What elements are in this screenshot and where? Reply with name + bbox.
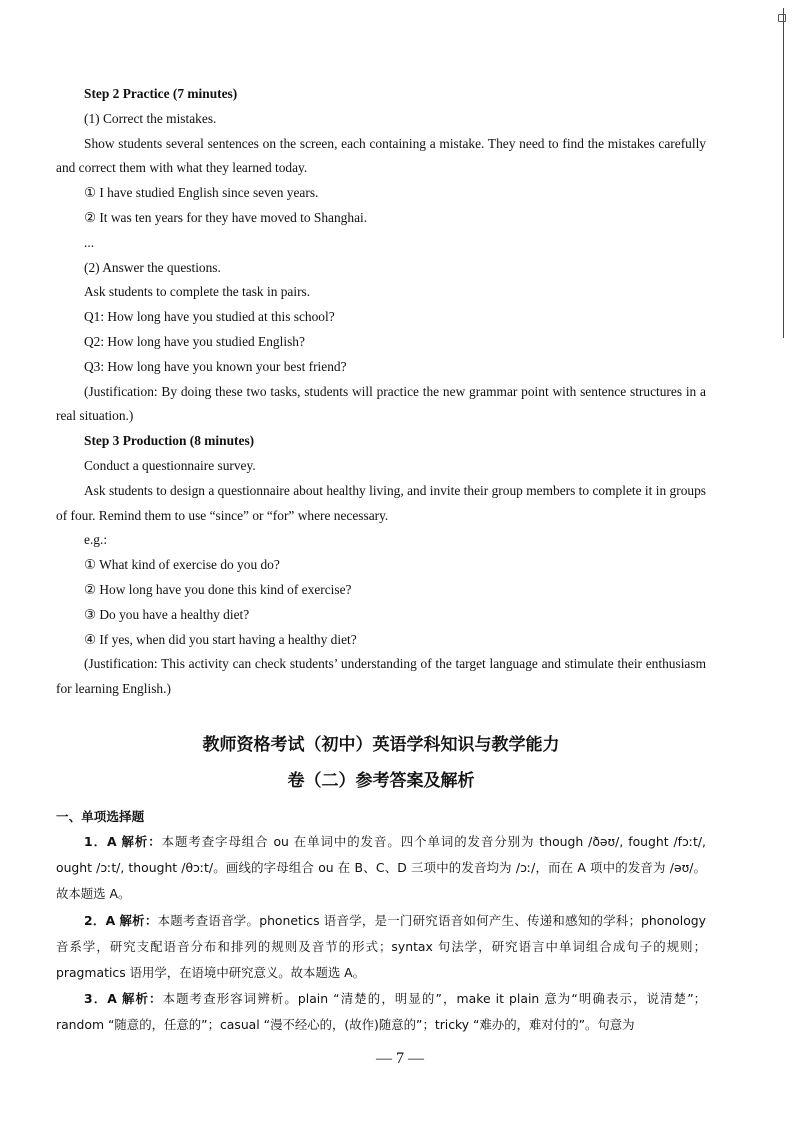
answers-title: 教师资格考试（初中）英语学科知识与教学能力 — [202, 734, 560, 755]
answer-item-3 — [56, 986, 706, 1038]
answers-subtitle: 卷（二）参考答案及解析 — [287, 770, 475, 791]
answer-number: 3．A — [84, 991, 117, 1007]
page-body — [56, 82, 706, 1039]
step3-eg: e.g.: — [84, 532, 108, 548]
scan-edge-mark — [778, 14, 786, 22]
answer-text: 本题考查语音学。phonetics 语音学，是一门研究语音如何产生、传递和感知的学科；phonology 音系学，研究支配语音分布和排列的规则及音节的形式；syntax 句法学，研究语言中单词组合成句子的规则；pragmatics 语用学，在语境中研究意义。故本题选 A。 — [56, 912, 706, 980]
answer-text: 本题考查形容词辨析。plain “清楚的，明显的”，make it plain 意为“明确表示，说清楚”；random “随意的，任意的”；casual “漫不经心的，(故作)随意的”；tricky “难办的，难对付的”。句意为 — [56, 991, 707, 1033]
step3-item-1: ① What kind of exercise do you do? — [84, 557, 280, 573]
step3-line1: Conduct a questionnaire survey. — [84, 457, 256, 473]
step2-sub1: (1) Correct the mistakes. — [84, 110, 217, 126]
step3-justification: (Justification: This activity can check students’ understanding of the target language and stimulate their enthusiasm for learning English.) — [56, 656, 706, 697]
step2-sub2: (2) Answer the questions. — [84, 259, 221, 275]
step2-justification: (Justification: By doing these two tasks, students will practice the new grammar point with sentence structures in a real situation.) — [56, 383, 706, 424]
step2-item-1: ① I have studied English since seven years. — [84, 185, 319, 201]
section-heading: 一、单项选择题 — [56, 808, 145, 824]
step2-intro2: Ask students to complete the task in pairs. — [84, 284, 311, 300]
step3-line2: Ask students to design a questionnaire about healthy living, and invite their group members to complete it in groups of four. Remind them to use “since” or “for” where necessary. — [56, 482, 706, 523]
answer-label: 解析： — [121, 833, 162, 849]
step3-item-2: ② How long have you done this kind of exercise? — [84, 581, 352, 597]
step3-item-3: ③ Do you have a healthy diet? — [84, 606, 250, 622]
step2-intro1: Show students several sentences on the screen, each containing a mistake. They need to find the mistakes carefully and correct them with what they learned today. — [56, 135, 706, 176]
answer-label: 解析： — [119, 912, 158, 928]
step2-question-1: Q1: How long have you studied at this school? — [84, 309, 335, 325]
answer-number: 1．A — [84, 833, 117, 849]
step2-item-2: ② It was ten years for they have moved to Shanghai. — [84, 209, 368, 225]
answer-text: 本题考查字母组合 ou 在单词中的发音。四个单词的发音分别为 though /ðəʊ/, fought /fɔːt/, ought /ɔːt/, thought /θɔːt/。画线的字母组合 ou 在 B、C、D 三项中的发音均为 /ɔː/，而在 A 项中的发音为 /əʊ/。故本题选 A。 — [56, 833, 706, 902]
step2-question-3: Q3: How long have you known your best friend? — [84, 358, 347, 374]
page-number: — 7 — — [376, 1050, 424, 1067]
step2-item-ellipsis: ... — [84, 234, 95, 250]
step3-heading: Step 3 Production (8 minutes) — [84, 433, 255, 449]
step2-heading: Step 2 Practice (7 minutes) — [84, 86, 238, 101]
step3-item-4: ④ If yes, when did you start having a healthy diet? — [84, 631, 357, 647]
answer-label: 解析： — [121, 991, 163, 1007]
answer-number: 2．A — [84, 912, 116, 928]
scan-edge-line — [783, 8, 784, 338]
answer-item-2 — [56, 908, 706, 987]
answer-item-1 — [56, 829, 706, 908]
step2-question-2: Q2: How long have you studied English? — [84, 333, 305, 349]
